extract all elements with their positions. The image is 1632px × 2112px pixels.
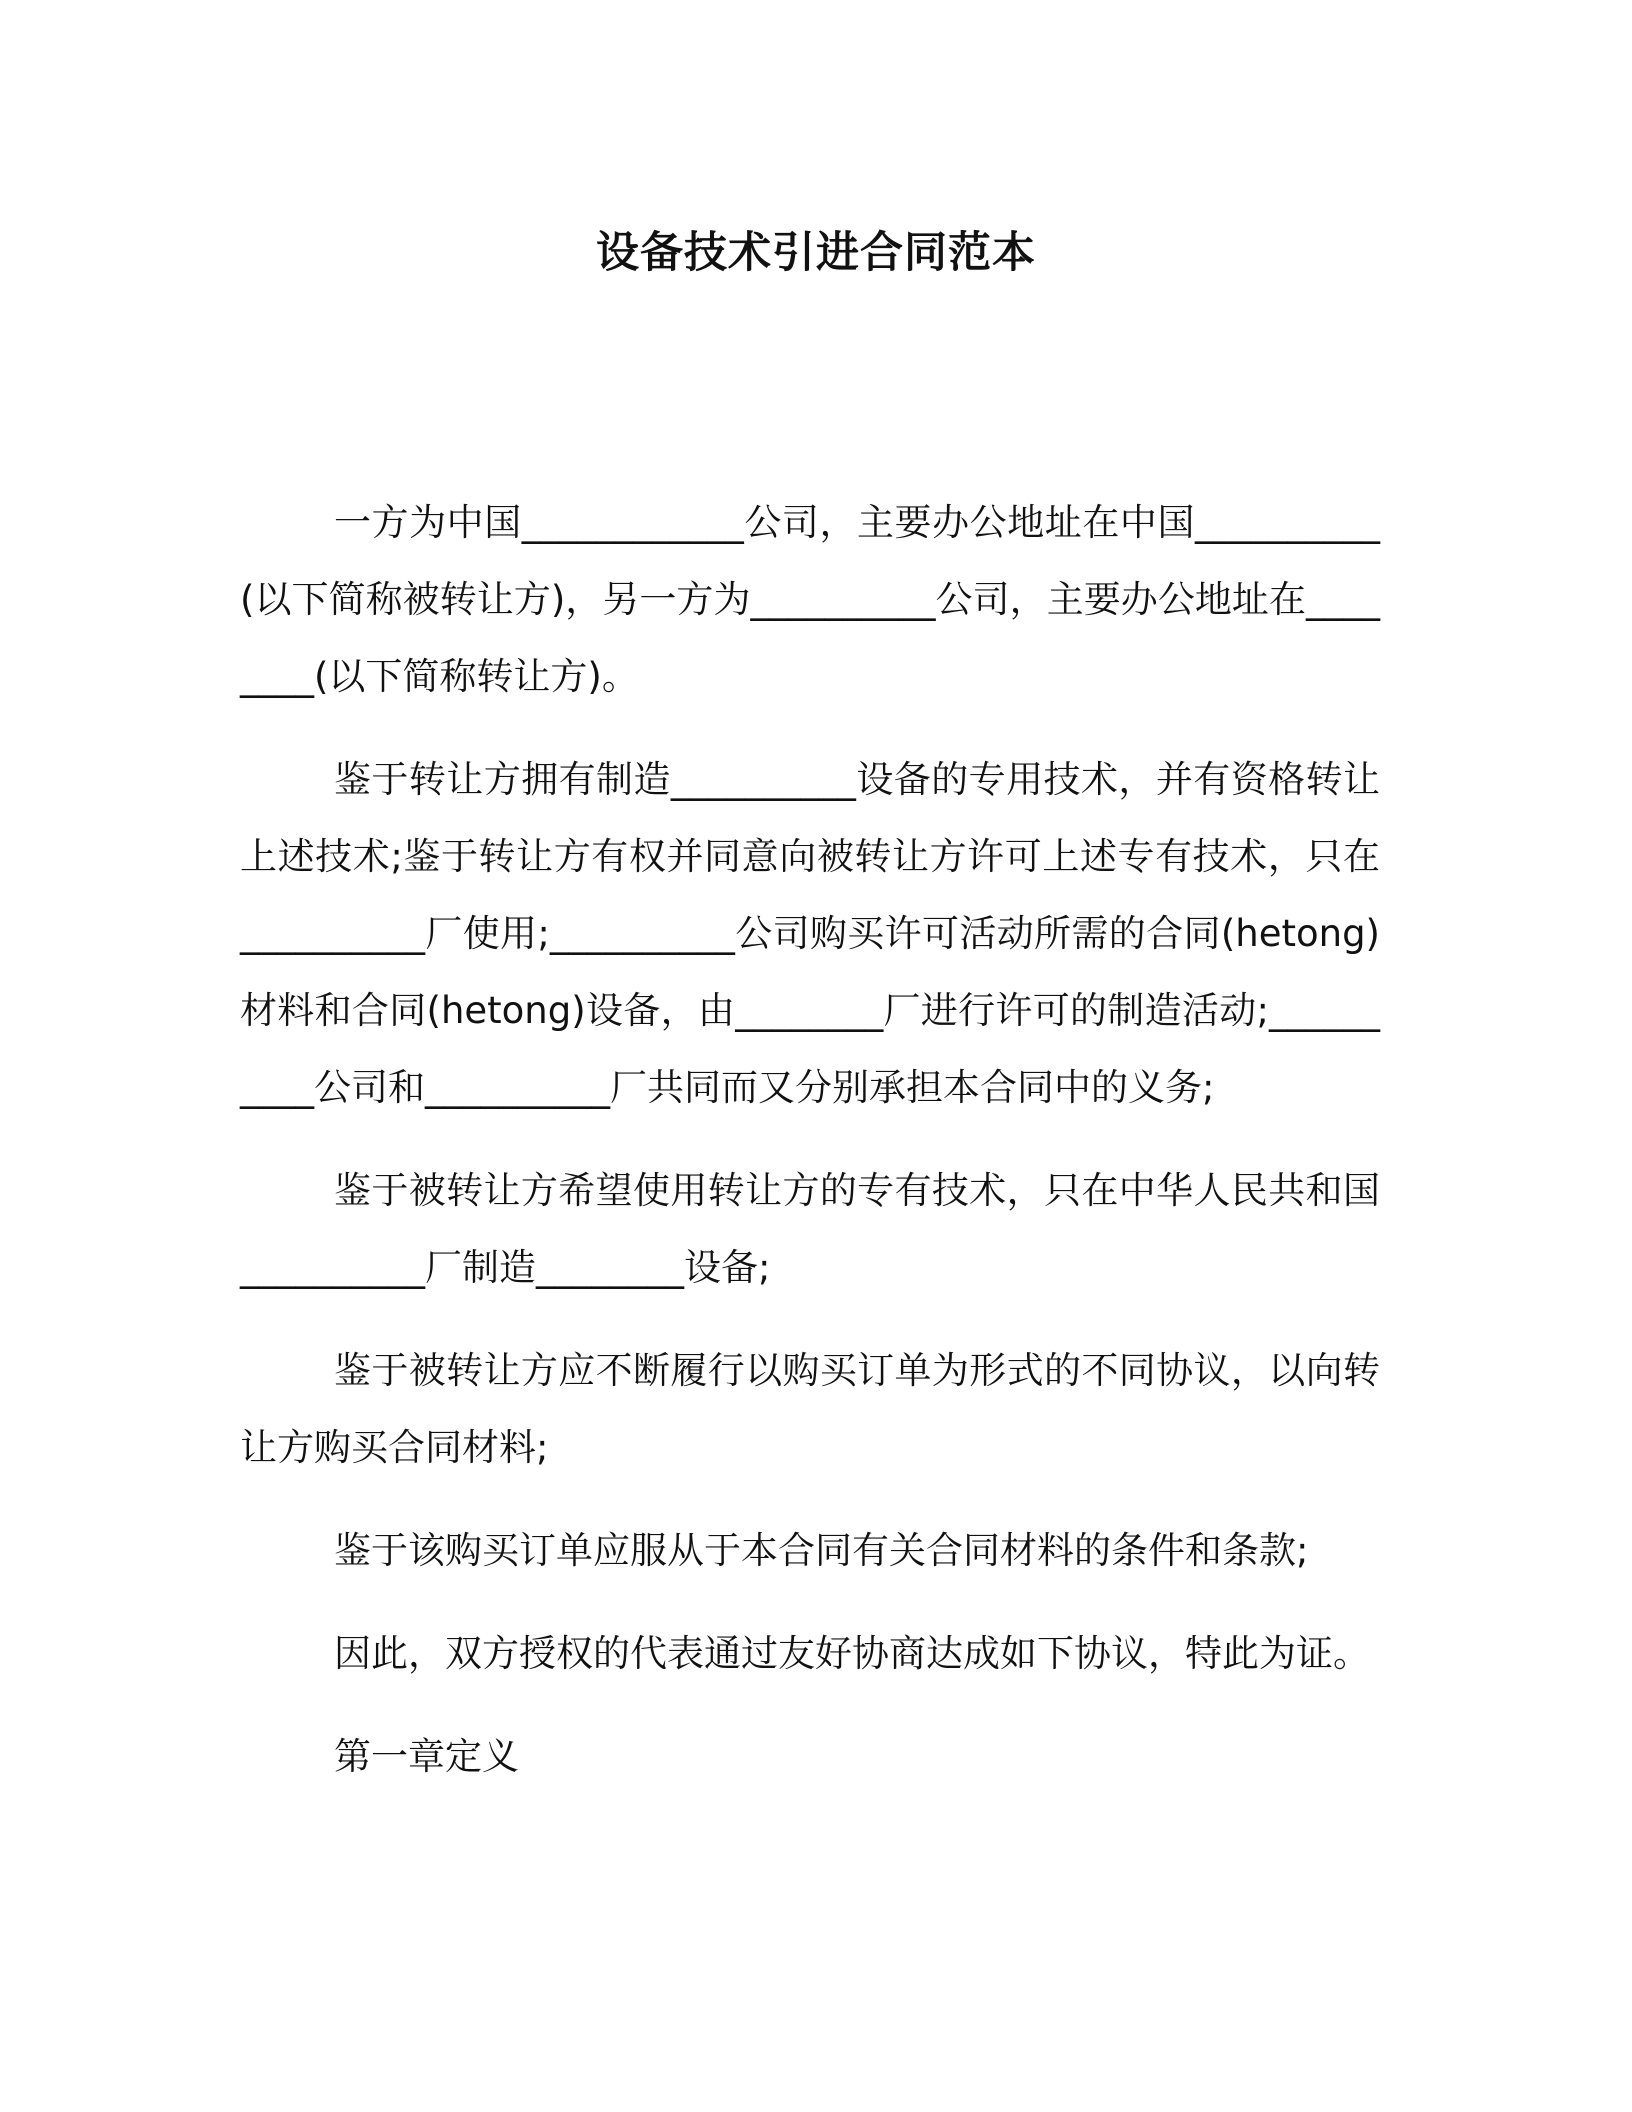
paragraph-manufacture: 鉴于被转让方希望使用转让方的专有技术，只在中华人民共和国__________厂制造________设备; bbox=[240, 1169, 1380, 1289]
paragraph-agreement: 因此，双方授权的代表通过友好协商达成如下协议，特此为证。 bbox=[334, 1632, 1370, 1675]
paragraph-order-terms: 鉴于该购买订单应服从于本合同有关合同材料的条件和条款; bbox=[334, 1529, 1309, 1572]
paragraph-parties: 一方为中国____________公司，主要办公地址在中国__________(以下简称被转让方)，另一方为__________公司，主要办公地址在________(以下简称转让方)。 bbox=[240, 501, 1380, 698]
chapter-heading: 第一章定义 bbox=[334, 1735, 519, 1778]
paragraph-technology: 鉴于转让方拥有制造__________设备的专用技术，并有资格转让上述技术;鉴于转让方有权并同意向被转让方许可上述专有技术，只在__________厂使用;__________公司购买许可活动所需的合同(hetong)材料和合同(hetong)设备，由________厂进行许可的制造活动;__________公司和__________厂共同而又分别承担本合同中的义务; bbox=[240, 758, 1380, 1109]
document-title: 设备技术引进合同范本 bbox=[596, 228, 1036, 278]
document-body bbox=[240, 484, 1380, 1795]
paragraph-purchase-orders: 鉴于被转让方应不断履行以购买订单为形式的不同协议，以向转让方购买合同材料; bbox=[240, 1349, 1380, 1469]
